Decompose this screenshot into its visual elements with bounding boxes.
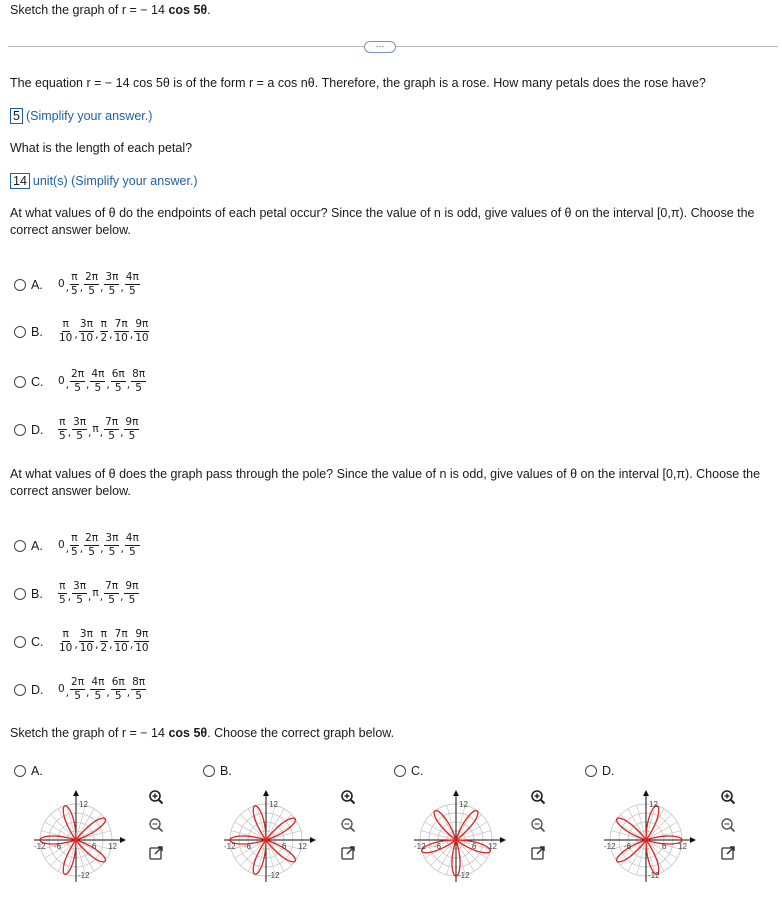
hint-text: (Simplify your answer.): [25, 109, 153, 123]
fraction: [58, 628, 73, 655]
fraction: [70, 368, 85, 395]
option-label: D.: [31, 422, 44, 437]
endpoints-option-b[interactable]: [14, 318, 151, 345]
comma: ,: [67, 427, 72, 439]
option-label: B.: [220, 764, 232, 778]
denominator: 5: [128, 430, 136, 442]
fraction: [58, 318, 73, 345]
numerator: π: [71, 532, 78, 544]
comma: ,: [120, 427, 124, 439]
expand-icon[interactable]: [148, 845, 164, 861]
comma: ,: [79, 282, 84, 294]
numerator: 6π: [111, 368, 125, 380]
comma: ,: [120, 591, 124, 603]
option-label: B.: [31, 586, 43, 601]
tick-label: 12: [649, 800, 658, 809]
fraction: [99, 628, 108, 655]
numerator: π: [100, 318, 107, 330]
answer-length-input[interactable]: 14: [10, 173, 30, 189]
fraction: [90, 368, 105, 395]
comma: ,: [65, 282, 70, 294]
y-axis-arrow: [453, 790, 459, 796]
question-pole: At what values of θ does the graph pass through the pole? Since the value of n is odd, give values of θ on the interval [0,π). Choose the correct answer below.: [10, 467, 761, 498]
fraction: [104, 580, 119, 607]
denominator: 5: [59, 594, 66, 606]
tick-label: -12: [414, 842, 426, 851]
numerator: 2π: [71, 368, 85, 380]
polar-graph[interactable]: [410, 785, 510, 890]
denominator: 5: [108, 285, 116, 297]
graph-tools: [720, 789, 736, 861]
fraction: [124, 580, 139, 607]
fraction: [125, 271, 140, 298]
radio-button[interactable]: [14, 636, 26, 648]
radio-button[interactable]: [14, 765, 26, 777]
numerator: 7π: [105, 416, 119, 428]
tick-label: 12: [108, 842, 117, 851]
comma: ,: [74, 329, 78, 341]
fraction: [58, 416, 67, 443]
graph-option-b[interactable]: [203, 764, 232, 778]
numerator: 2π: [71, 676, 85, 688]
comma: ,: [126, 379, 131, 391]
value: π: [92, 587, 99, 599]
tick-label: -6: [434, 842, 442, 851]
option-values: [57, 580, 140, 607]
numerator: 9π: [135, 628, 149, 640]
radio-button[interactable]: [14, 424, 26, 436]
tick-label: -6: [624, 842, 632, 851]
fraction: [134, 628, 149, 655]
denominator: 5: [128, 546, 136, 558]
graph-tools: [340, 789, 356, 861]
fraction: [79, 628, 94, 655]
comma: ,: [120, 282, 124, 294]
unit-label: unit(s): [32, 174, 68, 188]
comma: ,: [99, 591, 104, 603]
comma: ,: [95, 329, 99, 341]
polar-graph[interactable]: [30, 785, 130, 890]
numerator: 3π: [73, 416, 87, 428]
radio-button[interactable]: [14, 540, 26, 552]
tick-label: -12: [34, 842, 46, 851]
radio-button[interactable]: [585, 765, 597, 777]
denominator: 5: [135, 382, 142, 394]
radio-button[interactable]: [203, 765, 215, 777]
fraction: [84, 532, 99, 559]
radio-button[interactable]: [14, 326, 26, 338]
polar-graph[interactable]: [600, 785, 700, 890]
zoom-in-icon[interactable]: [148, 789, 164, 805]
denominator: 10: [114, 642, 128, 654]
numerator: 6π: [111, 676, 125, 688]
y-axis-arrow: [263, 790, 269, 796]
comma: ,: [65, 543, 70, 555]
fraction: [99, 318, 108, 345]
numerator: π: [100, 628, 107, 640]
tick-label: 6: [92, 842, 97, 851]
zoom-in-icon[interactable]: [530, 789, 546, 805]
tick-label: -12: [648, 871, 660, 880]
comma: ,: [95, 639, 99, 651]
tick-label: -12: [224, 842, 236, 851]
numerator: 8π: [132, 676, 146, 688]
x-axis-arrow: [500, 837, 506, 843]
option-label: D.: [31, 682, 44, 697]
graph-option-c[interactable]: [394, 764, 424, 778]
denominator: 5: [108, 430, 115, 442]
fraction: [79, 318, 94, 345]
expand-icon[interactable]: [340, 845, 356, 861]
tick-label: -6: [54, 842, 62, 851]
option-label: C.: [31, 634, 44, 649]
option-label: C.: [31, 374, 44, 389]
rose-plot: [220, 785, 320, 890]
option-label: A.: [31, 538, 43, 553]
graph-option-d[interactable]: [585, 764, 615, 778]
y-axis-arrow: [73, 790, 79, 796]
option-label: A.: [31, 277, 43, 292]
comma: ,: [86, 687, 90, 699]
comma: ,: [88, 591, 92, 603]
graph-option-a[interactable]: [14, 764, 43, 778]
denominator: 5: [74, 690, 81, 702]
denominator: 5: [94, 382, 102, 394]
comma: ,: [86, 379, 90, 391]
rose-plot: [410, 785, 510, 890]
endpoints-option-a[interactable]: [14, 271, 141, 298]
pole-option-c[interactable]: [14, 628, 151, 655]
denominator: 5: [114, 382, 122, 394]
fraction: [90, 676, 105, 703]
denominator: 10: [79, 642, 94, 654]
endpoints-option-c[interactable]: [14, 368, 147, 395]
tick-label: 6: [662, 842, 667, 851]
comma: ,: [106, 687, 110, 699]
option-label: B.: [31, 324, 43, 339]
graph-tools: [148, 789, 164, 861]
comma: ,: [79, 543, 84, 555]
graph-tools: [530, 789, 546, 861]
radio-button[interactable]: [394, 765, 406, 777]
radio-button[interactable]: [14, 684, 26, 696]
denominator: 5: [94, 690, 102, 702]
comma: ,: [99, 427, 104, 439]
option-values: [57, 271, 141, 298]
rose-plot: [30, 785, 130, 890]
fraction: [104, 271, 119, 298]
comma: ,: [67, 591, 72, 603]
zoom-in-icon[interactable]: [340, 789, 356, 805]
denominator: 5: [74, 382, 81, 394]
x-axis-arrow: [310, 837, 316, 843]
denominator: 5: [135, 690, 142, 702]
denominator: 5: [59, 430, 66, 442]
numerator: π: [62, 318, 69, 330]
comma: ,: [88, 427, 92, 439]
tick-label: 6: [282, 842, 287, 851]
denominator: 10: [59, 642, 73, 654]
zoom-out-icon[interactable]: [340, 817, 356, 833]
option-values: [57, 368, 147, 395]
denominator: 2: [100, 642, 108, 654]
comma: ,: [100, 282, 104, 294]
more-button[interactable]: ···: [364, 41, 396, 53]
fraction: [58, 580, 67, 607]
zoom-out-icon[interactable]: [148, 817, 164, 833]
numerator: 7π: [114, 628, 128, 640]
zoom-in-icon[interactable]: [720, 789, 736, 805]
denominator: 5: [76, 430, 83, 442]
tick-label: 12: [79, 800, 88, 809]
numerator: π: [59, 580, 66, 592]
fraction: [104, 532, 119, 559]
zoom-out-icon[interactable]: [720, 817, 736, 833]
tick-label: -12: [458, 871, 470, 880]
numerator: π: [71, 271, 78, 283]
tick-label: 6: [472, 842, 477, 851]
expand-icon[interactable]: [530, 845, 546, 861]
answer-petals-input[interactable]: 5: [10, 108, 23, 124]
denominator: 2: [100, 332, 108, 344]
comma: ,: [74, 639, 78, 651]
answer-length-row: [10, 173, 198, 189]
fraction: [113, 318, 128, 345]
pole-option-b[interactable]: [14, 580, 140, 607]
option-values: [57, 628, 151, 655]
denominator: 10: [135, 642, 149, 654]
comma: ,: [65, 687, 70, 699]
fraction: [84, 271, 99, 298]
option-values: [57, 676, 147, 703]
fraction: [104, 416, 119, 443]
value: 0: [58, 278, 65, 290]
numerator: 3π: [105, 271, 119, 283]
denominator: 10: [59, 332, 73, 344]
denominator: 5: [108, 546, 116, 558]
pole-option-a[interactable]: [14, 532, 141, 559]
numerator: 4π: [91, 676, 105, 688]
denominator: 10: [79, 332, 94, 344]
numerator: 9π: [125, 416, 139, 428]
denominator: 5: [76, 594, 83, 606]
zoom-out-icon[interactable]: [530, 817, 546, 833]
hint-text: (Simplify your answer.): [71, 174, 198, 188]
option-values: [57, 318, 151, 345]
question-petals: The equation r = − 14 cos 5θ is of the form r = a cos nθ. Therefore, the graph is a rose. How many petals does the rose have?: [10, 76, 706, 90]
page-title: Sketch the graph of r = − 14 cos 5θ.: [10, 3, 211, 17]
comma: ,: [109, 639, 113, 651]
denominator: 5: [71, 285, 78, 297]
radio-button[interactable]: [14, 376, 26, 388]
value: 0: [58, 375, 65, 387]
comma: ,: [129, 639, 134, 651]
fraction: [72, 580, 87, 607]
numerator: 7π: [105, 580, 119, 592]
tick-label: 12: [678, 842, 687, 851]
expand-icon[interactable]: [720, 845, 736, 861]
radio-button[interactable]: [14, 588, 26, 600]
endpoints-option-d[interactable]: [14, 416, 140, 443]
numerator: 9π: [125, 580, 139, 592]
numerator: 4π: [125, 271, 139, 283]
value: 0: [58, 683, 65, 695]
fraction: [131, 676, 146, 703]
comma: ,: [65, 379, 70, 391]
fraction: [134, 318, 149, 345]
fraction: [72, 416, 87, 443]
denominator: 5: [114, 690, 122, 702]
pole-option-d[interactable]: [14, 676, 147, 703]
answer-petals-row: [10, 108, 152, 124]
numerator: 4π: [125, 532, 139, 544]
fraction: [124, 416, 139, 443]
comma: ,: [129, 329, 134, 341]
denominator: 5: [128, 285, 136, 297]
denominator: 10: [135, 332, 149, 344]
numerator: 8π: [132, 368, 146, 380]
tick-label: -12: [604, 842, 616, 851]
fraction: [70, 532, 79, 559]
tick-label: -12: [78, 871, 90, 880]
comma: ,: [120, 543, 124, 555]
comma: ,: [126, 687, 131, 699]
fraction: [70, 676, 85, 703]
numerator: 3π: [79, 628, 93, 640]
numerator: π: [59, 416, 66, 428]
tick-label: 12: [269, 800, 278, 809]
value: 0: [58, 539, 65, 551]
question-endpoints: At what values of θ do the endpoints of each petal occur? Since the value of n is odd, give values of θ on the interval [0,π). Choose the correct answer below.: [10, 206, 755, 237]
option-values: [57, 532, 141, 559]
numerator: 3π: [79, 318, 93, 330]
denominator: 5: [88, 546, 95, 558]
numerator: 3π: [73, 580, 87, 592]
option-label: A.: [31, 764, 43, 778]
fraction: [125, 532, 140, 559]
rose-plot: [600, 785, 700, 890]
tick-label: 12: [459, 800, 468, 809]
denominator: 5: [108, 594, 115, 606]
numerator: 3π: [105, 532, 119, 544]
fraction: [131, 368, 146, 395]
polar-graph[interactable]: [220, 785, 320, 890]
question-graph: Sketch the graph of r = − 14 cos 5θ. Choose the correct graph below.: [10, 726, 395, 740]
tick-label: -6: [244, 842, 252, 851]
radio-button[interactable]: [14, 279, 26, 291]
denominator: 5: [88, 285, 95, 297]
y-axis-arrow: [643, 790, 649, 796]
x-axis-arrow: [690, 837, 696, 843]
x-axis-arrow: [120, 837, 126, 843]
fraction: [111, 676, 126, 703]
numerator: 4π: [91, 368, 105, 380]
tick-label: -12: [268, 871, 280, 880]
numerator: 2π: [85, 271, 99, 283]
comma: ,: [106, 379, 110, 391]
question-length: What is the length of each petal?: [10, 141, 193, 155]
numerator: 9π: [135, 318, 149, 330]
denominator: 5: [71, 546, 78, 558]
option-values: [57, 416, 140, 443]
numerator: 7π: [114, 318, 128, 330]
denominator: 10: [114, 332, 128, 344]
fraction: [111, 368, 126, 395]
option-label: C.: [411, 764, 424, 778]
comma: ,: [109, 329, 113, 341]
denominator: 5: [128, 594, 136, 606]
comma: ,: [100, 543, 104, 555]
fraction: [70, 271, 79, 298]
tick-label: 12: [488, 842, 497, 851]
tick-label: 12: [298, 842, 307, 851]
option-label: D.: [602, 764, 615, 778]
value: π: [92, 423, 99, 435]
fraction: [113, 628, 128, 655]
numerator: 2π: [85, 532, 99, 544]
numerator: π: [62, 628, 69, 640]
